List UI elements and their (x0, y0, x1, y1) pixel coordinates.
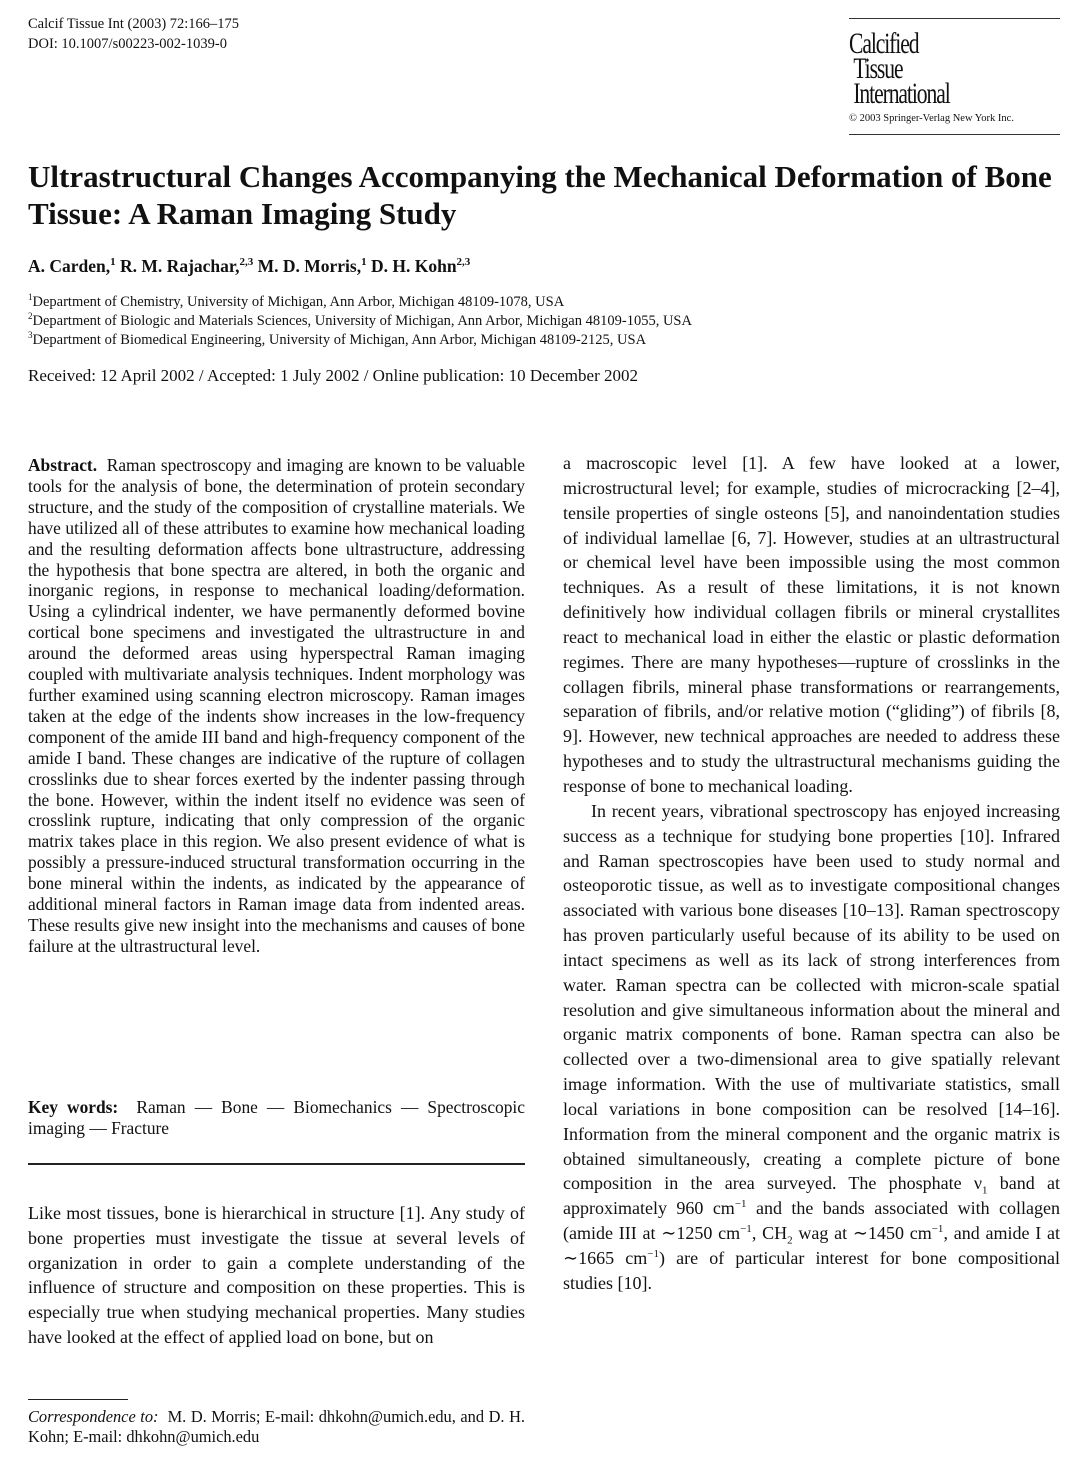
paragraph: In recent years, vibrational spectroscopy has enjoyed increasing success as a technique for studying bone properties [10]. Infrared and Raman spectroscopies have been used to study normal and osteoporotic tissue, as well as to investigate compositional changes associated with various bone diseases [10–13]. Raman spectroscopy has proven particularly useful because of its ability to be used on intact specimens as well as its lack of strong interferences from water. Raman spectra can be collected with micron-scale spatial resolution and give simultaneous information about the mineral and organic matrix components of bone. Raman spectra can also be collected over a two-dimensional area to give spatially relevant image information. With the use of multivariate statistics, small local variations in bone composition can be resolved [14–16]. Information from the mineral component and the organic matrix is obtained simultaneously, creating a complete picture of bone composition in the area surveyed. The phosphate $\nu_1$ band at approximately 960 $cm^{-1}$ and the bands associated with collagen (amide III at ∼1250 $cm^{-1}$, $CH_2$ wag at ∼1450 $cm^{-1}$, and amide I at ∼1665 $cm^{-1}$) are of particular interest for bone compositional studies [10]. (563, 800, 1060, 1293)
section-divider (28, 1163, 525, 1165)
citation-line: Calcif Tissue Int (2003) 72:166–175 (28, 16, 240, 32)
author-list: A. Carden,$^1$ R. M. Rajachar,$^{2,3}$ M. D. Morris,$^1$ D. H. Kohn$^{2,3}$ (28, 256, 471, 276)
affiliations (28, 293, 692, 350)
journal-logo-box (849, 18, 1060, 135)
keywords-label: Key words: (28, 1097, 119, 1117)
author: R. M. Rajachar, (120, 256, 240, 276)
journal-logo: Calcified Tissue International (849, 27, 950, 110)
paragraph: a macroscopic level [1]. A few have looked at a lower, microstructural level; for example, studies of microcracking [2–4], tensile properties of single osteons [5], and nanoindentation studies of individual lamellae [6, 7]. However, studies at an ultrastructural or chemical level have been impossible using the most common techniques. As a result of these limitations, it is not known definitively how individual collagen fibrils or mineral crystallites react to mechanical load in either the elastic or plastic deformation regimes. There are many hypotheses—rupture of crosslinks in the collagen fibrils, mineral phase transformations or rearrangements, separation of fibrils, and/or relative motion (“gliding”) of fibrils [8, 9]. However, new technical approaches are needed to address these hypotheses and to study the ultrastructural mechanisms guiding the response of bone to mechanical loading. (563, 453, 1060, 796)
keywords (28, 1097, 525, 1139)
abstract (28, 455, 525, 957)
correspondence-label: Correspondence to: (28, 1407, 159, 1426)
affiliation: $^1$Department of Chemistry, University of Michigan, Ann Arbor, Michigan 48109-1078, USA (28, 292, 565, 310)
author: D. H. Kohn (370, 256, 457, 276)
abstract-label: Abstract. (28, 455, 98, 475)
author: M. D. Morris, (257, 256, 362, 276)
correspondence-footnote (28, 1407, 525, 1447)
correspondence-text: M. D. Morris; E-mail: dhkohn@umich.edu, and D. H. Kohn; E-mail: dhkohn@umich.edu (28, 1407, 526, 1446)
author: A. Carden, (28, 256, 111, 276)
received-dates: Received: 12 April 2002 / Accepted: 1 July 2002 / Online publication: 10 December 2002 (28, 366, 638, 385)
copyright-notice: © 2003 Springer-Verlag New York Inc. (849, 113, 1014, 124)
body-text-right (563, 451, 1060, 1296)
footnote-divider (28, 1399, 128, 1400)
affiliation: $^2$Department of Biologic and Materials Sciences, University of Michigan, Ann Arbor, Michigan 48109-1055, USA (28, 311, 692, 329)
keywords-text: Raman — Bone — Biomechanics — Spectroscopic imaging — Fracture (28, 1097, 525, 1138)
paragraph: Like most tissues, bone is hierarchical in structure [1]. Any study of bone properties must investigate the tissue at several levels of organization in order to gain a complete understanding of the influence of structure and composition on these properties. This is especially true when studying mechanical properties. Many studies have looked at the effect of applied load on bone, but on (28, 1203, 525, 1347)
abstract-text: Raman spectroscopy and imaging are known to be valuable tools for the analysis of bone, the determination of protein secondary structure, and the study of the composition of crystalline materials. We have utilized all of these attributes to examine how mechanical loading and the resulting deformation affects bone ultrastructure, addressing the hypothesis that bone spectra are altered, in both the organic and inorganic regions, in response to mechanical loading/deformation. Using a cylindrical indenter, we have permanently deformed bovine cortical bone specimens and investigated the ultrastructure in and around the deformed areas using hyperspectral Raman imaging coupled with multivariate analysis techniques. Indent morphology was further examined using scanning electron microscopy. Raman images taken at the edge of the indents show increases in the low-frequency component of the amide III band and high-frequency component of the amide I band. These changes are indicative of the rupture of collagen crosslinks due to shear forces exerted by the indenter passing through the bone. However, within the indent itself no evidence was seen of crosslink rupture, indicating that only compression of the organic matrix takes place in this region. We also present evidence of what is possibly a pressure-induced structural transformation occurring in the bone mineral within the indents, as indicated by the appearance of additional mineral factors in Raman image data from indented areas. These results give new insight into the mechanisms and causes of bone failure at the ultrastructural level. (28, 455, 525, 956)
doi-line: DOI: 10.1007/s00223-002-1039-0 (28, 36, 227, 52)
paper-title: Ultrastructural Changes Accompanying the Mechanical Deformation of Bone Tissue: A Raman Imaging Study (28, 159, 1052, 231)
body-text-left (28, 1201, 525, 1350)
affiliation: $^3$Department of Biomedical Engineering, University of Michigan, Ann Arbor, Michigan 48109-2125, USA (28, 330, 647, 348)
journal-citation (28, 14, 239, 54)
